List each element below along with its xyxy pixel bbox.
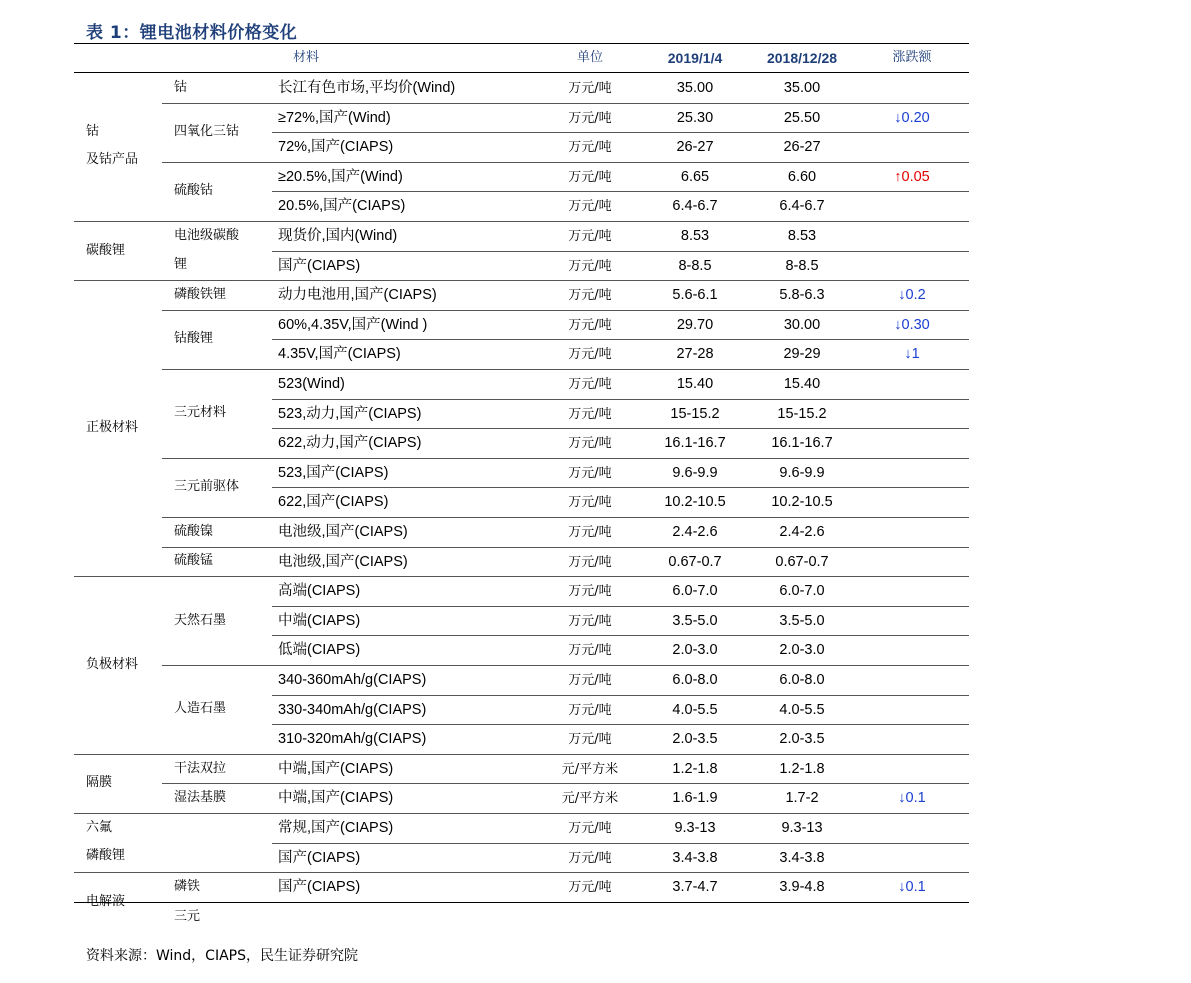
header-date-1: 2019/1/4	[667, 50, 723, 66]
row-spec: 523(Wind)	[278, 376, 345, 392]
row-unit: 万元/吨	[568, 525, 612, 540]
category-label: 正极材料	[86, 420, 139, 436]
row-value-2018: 6.0-7.0	[779, 583, 825, 600]
row-value-2019: 2.0-3.5	[672, 731, 718, 748]
category-separator	[74, 280, 969, 281]
row-spec: 622,动力,国产(CIAPS)	[278, 435, 422, 452]
row-value-2018: 6.4-6.7	[779, 198, 825, 215]
row-value-2018: 15-15.2	[777, 405, 827, 422]
row-spec: 340-360mAh/g(CIAPS)	[278, 672, 427, 688]
row-unit: 元/平方米	[561, 761, 619, 777]
row-separator	[272, 132, 969, 133]
row-spec: 电池级,国产(CIAPS)	[278, 553, 408, 570]
row-value-2018: 3.4-3.8	[779, 849, 825, 866]
row-unit: 万元/吨	[568, 643, 612, 659]
subcategory-label: 锂	[174, 256, 188, 272]
row-spec: 国产(CIAPS)	[278, 849, 361, 866]
row-separator	[272, 487, 969, 488]
row-value-2019: 26-27	[676, 139, 714, 156]
row-value-2018: 9.3-13	[781, 820, 823, 836]
row-change: ↓0.1	[898, 879, 926, 896]
row-spec: 动力电池用,国产(CIAPS)	[278, 287, 437, 304]
row-value-2019: 10.2-10.5	[664, 494, 726, 511]
row-separator	[272, 339, 969, 340]
row-change: ↓1	[904, 346, 920, 363]
table-title: 表 1：锂电池材料价格变化	[86, 23, 298, 43]
subcategory-label: 天然石墨	[174, 612, 227, 628]
category-separator	[74, 576, 969, 577]
row-separator	[272, 635, 969, 636]
row-change: ↓0.20	[894, 109, 930, 126]
subcategory-label: 三元	[174, 908, 201, 924]
row-value-2018: 0.67-0.7	[775, 553, 829, 570]
header-material: 材料	[292, 50, 320, 65]
row-value-2019: 6.0-8.0	[672, 672, 718, 688]
row-spec: 330-340mAh/g(CIAPS)	[278, 701, 427, 718]
row-value-2018: 25.50	[783, 109, 821, 126]
row-value-2018: 1.7-2	[785, 790, 819, 807]
row-separator	[272, 191, 969, 192]
row-unit: 万元/吨	[568, 702, 612, 718]
row-spec: 523,动力,国产(CIAPS)	[278, 405, 422, 422]
row-unit: 万元/吨	[568, 258, 612, 274]
row-unit: 万元/吨	[568, 229, 612, 244]
row-separator	[272, 428, 969, 429]
row-separator	[272, 724, 969, 725]
row-separator	[272, 606, 969, 607]
row-value-2018: 15.40	[783, 376, 821, 392]
row-unit: 万元/吨	[568, 317, 612, 333]
source-note: 资料来源：Wind，CIAPS，民生证券研究院	[86, 948, 358, 964]
row-value-2019: 1.6-1.9	[672, 790, 718, 807]
row-separator	[272, 843, 969, 844]
row-spec: 72%,国产(CIAPS)	[278, 139, 394, 156]
row-unit: 万元/吨	[568, 377, 612, 392]
subcategory-label: 硫酸镍	[174, 523, 214, 539]
row-unit: 万元/吨	[568, 436, 612, 452]
row-unit: 万元/吨	[568, 584, 612, 600]
row-unit: 万元/吨	[568, 880, 612, 896]
row-spec: ≥72%,国产(Wind)	[278, 109, 391, 126]
row-separator	[272, 695, 969, 696]
category-separator	[74, 872, 969, 873]
subcategory-label: 湿法基膜	[174, 790, 227, 806]
category-label: 及钴产品	[86, 152, 139, 167]
table-bottom-rule	[74, 902, 969, 903]
subcategory-label: 四氧化三钴	[174, 124, 240, 140]
subcategory-separator	[162, 310, 969, 311]
subcategory-label: 硫酸锰	[174, 553, 214, 569]
category-label: 钴	[86, 124, 100, 139]
category-separator	[74, 221, 969, 222]
row-unit: 万元/吨	[568, 673, 612, 688]
row-value-2019: 35.00	[676, 80, 714, 96]
row-spec: 中端(CIAPS)	[278, 612, 361, 629]
row-unit: 万元/吨	[568, 140, 612, 156]
row-value-2019: 15-15.2	[670, 405, 720, 422]
header-date-2: 2018/12/28	[766, 50, 838, 66]
row-value-2019: 2.4-2.6	[672, 524, 718, 540]
row-value-2019: 0.67-0.7	[668, 553, 722, 570]
row-unit: 万元/吨	[568, 406, 612, 422]
subcategory-label: 人造石墨	[174, 701, 227, 717]
row-spec: ≥20.5%,国产(Wind)	[278, 168, 403, 185]
category-separator	[74, 754, 969, 755]
row-value-2018: 2.0-3.5	[779, 731, 825, 748]
subcategory-label: 硫酸钴	[174, 183, 214, 199]
row-value-2019: 3.5-5.0	[672, 612, 718, 629]
row-value-2018: 30.00	[783, 316, 821, 333]
row-value-2018: 29-29	[783, 346, 821, 363]
header-change: 涨跌额	[892, 50, 932, 65]
category-label: 电解液	[86, 893, 126, 909]
row-unit: 万元/吨	[568, 613, 612, 629]
row-spec: 4.35V,国产(CIAPS)	[278, 346, 401, 363]
row-spec: 60%,4.35V,国产(Wind )	[278, 316, 428, 333]
row-value-2019: 1.2-1.8	[672, 760, 718, 777]
row-separator	[272, 251, 969, 252]
subcategory-label: 干法双拉	[174, 760, 227, 776]
row-value-2019: 5.6-6.1	[672, 287, 718, 304]
subcategory-label: 磷铁	[174, 879, 201, 894]
row-value-2019: 8.53	[680, 228, 710, 244]
subcategory-separator	[162, 369, 969, 370]
subcategory-separator	[162, 547, 969, 548]
subcategory-separator	[162, 458, 969, 459]
subcategory-separator	[162, 103, 969, 104]
row-spec: 现货价,国内(Wind)	[278, 228, 398, 244]
row-unit: 万元/吨	[568, 850, 612, 866]
row-value-2018: 4.0-5.5	[779, 701, 825, 718]
category-label: 碳酸锂	[86, 242, 126, 258]
row-change: ↓0.1	[898, 790, 926, 807]
header-bottom-rule	[74, 72, 969, 73]
row-value-2018: 16.1-16.7	[771, 435, 833, 452]
row-unit: 万元/吨	[568, 81, 612, 96]
row-value-2018: 26-27	[783, 139, 821, 156]
row-value-2019: 3.4-3.8	[672, 849, 718, 866]
row-value-2018: 3.9-4.8	[779, 879, 825, 896]
row-value-2018: 10.2-10.5	[771, 494, 833, 511]
category-label: 磷酸锂	[86, 847, 126, 863]
row-value-2019: 6.0-7.0	[672, 583, 718, 600]
row-unit: 万元/吨	[568, 288, 612, 304]
row-spec: 国产(CIAPS)	[278, 257, 361, 274]
row-value-2018: 2.0-3.0	[779, 642, 825, 659]
subcategory-separator	[162, 665, 969, 666]
header-unit: 单位	[576, 50, 604, 65]
row-spec: 622,国产(CIAPS)	[278, 494, 389, 511]
row-separator	[272, 399, 969, 400]
row-unit: 万元/吨	[568, 465, 612, 481]
subcategory-label: 钴	[174, 79, 188, 95]
row-value-2019: 9.3-13	[674, 820, 716, 836]
category-label: 隔膜	[86, 775, 113, 791]
row-spec: 20.5%,国产(CIAPS)	[278, 198, 406, 215]
row-value-2018: 35.00	[783, 80, 821, 96]
row-value-2018: 1.2-1.8	[779, 760, 825, 777]
category-label: 六氟	[86, 819, 113, 835]
row-value-2019: 6.65	[680, 168, 710, 185]
row-value-2018: 9.6-9.9	[779, 464, 825, 481]
row-spec: 长江有色市场,平均价(Wind)	[278, 80, 456, 96]
row-value-2019: 2.0-3.0	[672, 642, 718, 659]
subcategory-label: 三元前驱体	[174, 479, 240, 495]
subcategory-label: 磷酸铁锂	[174, 287, 227, 302]
subcategory-label: 电池级碳酸	[174, 227, 240, 243]
row-spec: 310-320mAh/g(CIAPS)	[278, 731, 427, 748]
subcategory-label: 钴酸锂	[174, 331, 214, 347]
category-separator	[74, 813, 969, 814]
row-value-2019: 16.1-16.7	[664, 435, 726, 452]
row-value-2019: 6.4-6.7	[672, 198, 718, 215]
row-spec: 中端,国产(CIAPS)	[278, 760, 394, 777]
table-top-rule	[74, 43, 969, 44]
row-value-2019: 3.7-4.7	[672, 879, 718, 896]
row-change: ↑0.05	[894, 168, 930, 185]
row-spec: 国产(CIAPS)	[278, 879, 361, 896]
row-spec: 高端(CIAPS)	[278, 583, 361, 600]
row-unit: 万元/吨	[568, 347, 612, 363]
row-spec: 低端(CIAPS)	[278, 642, 361, 659]
subcategory-separator	[162, 783, 969, 784]
row-unit: 元/平方米	[561, 791, 619, 807]
row-value-2018: 2.4-2.6	[779, 524, 825, 540]
subcategory-separator	[162, 162, 969, 163]
row-spec: 常规,国产(CIAPS)	[278, 820, 394, 836]
row-value-2019: 9.6-9.9	[672, 464, 718, 481]
row-value-2019: 4.0-5.5	[672, 701, 718, 718]
row-change: ↓0.2	[898, 287, 926, 304]
row-value-2018: 6.60	[787, 168, 817, 185]
row-spec: 523,国产(CIAPS)	[278, 464, 389, 481]
row-value-2018: 5.8-6.3	[779, 287, 825, 304]
row-value-2018: 3.5-5.0	[779, 612, 825, 629]
row-unit: 万元/吨	[568, 732, 612, 748]
row-unit: 万元/吨	[568, 554, 612, 570]
row-value-2019: 29.70	[676, 316, 714, 333]
row-unit: 万元/吨	[568, 495, 612, 511]
row-value-2019: 25.30	[676, 109, 714, 126]
row-spec: 电池级,国产(CIAPS)	[278, 524, 408, 540]
row-spec: 中端,国产(CIAPS)	[278, 790, 394, 807]
row-value-2019: 15.40	[676, 376, 714, 392]
row-change: ↓0.30	[894, 316, 930, 333]
subcategory-label: 三元材料	[174, 405, 227, 421]
row-value-2018: 8.53	[787, 228, 817, 244]
row-unit: 万元/吨	[568, 110, 612, 126]
subcategory-separator	[162, 517, 969, 518]
row-value-2019: 27-28	[676, 346, 714, 363]
row-value-2018: 6.0-8.0	[779, 672, 825, 688]
row-unit: 万元/吨	[568, 199, 612, 215]
row-unit: 万元/吨	[568, 821, 612, 836]
row-value-2019: 8-8.5	[678, 257, 712, 274]
row-value-2018: 8-8.5	[785, 257, 819, 274]
row-unit: 万元/吨	[568, 169, 612, 185]
category-label: 负极材料	[86, 657, 139, 672]
